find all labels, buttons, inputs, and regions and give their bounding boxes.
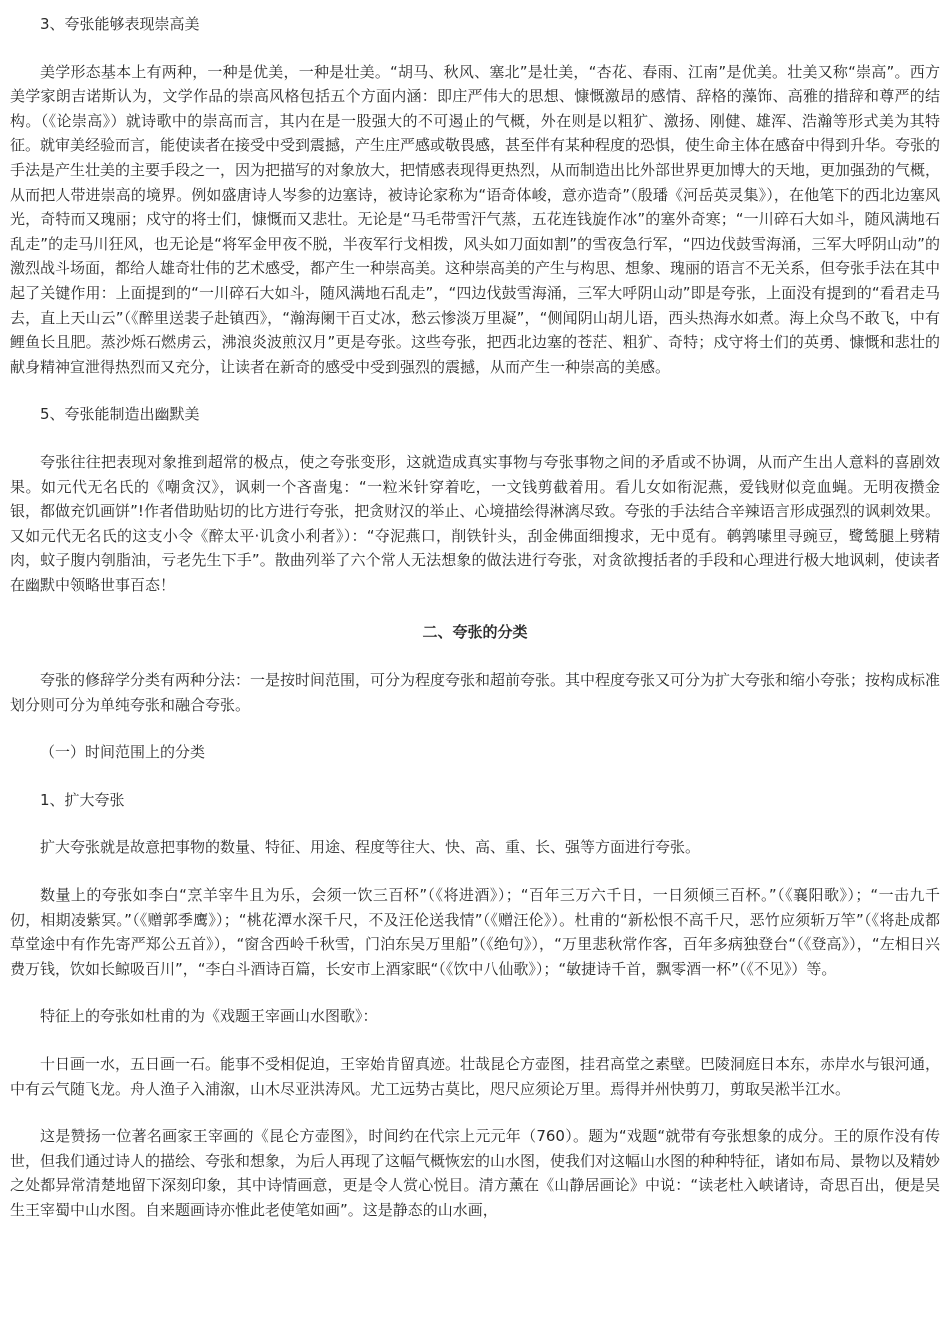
poem-paragraph: 十日画一水，五日画一石。能事不受相促迫，王宰始肯留真迹。壮哉昆仑方壶图，挂君高堂之素壁。巴陵洞庭日本东，赤岸水与银河通，中有云气随飞龙。舟人渔子入浦溆，山木尽亚洪涛风。尤工远势古莫比，咫尺应须论万里。焉得并州快剪刀，剪取吴淞半江水。 bbox=[10, 1055, 941, 1098]
section-5-heading: 5、夸张能制造出幽默美 bbox=[40, 405, 200, 424]
section-3-paragraph: 美学形态基本上有两种，一种是优美，一种是壮美。“胡马、秋风、塞北”是壮美，“杏花、春雨、江南”是优美。壮美又称“崇高”。西方美学家朗吉诺斯认为，文学作品的崇高风格包括五个方面内涵：即庄严伟大的思想、慷慨激昂的感情、辞格的藻饰、高雅的措辞和尊严的结构。（《论崇高》）就诗歌中的崇高而言，其内在是一股强大的不可遏止的气概，外在则是以粗犷、激扬、刚健、雄浑、浩瀚等形式美为其特征。就审美经验而言，能使读者在接受中受到震撼，产生庄严感或敬畏感，甚至伴有某种程度的恐惧，使生命主体在感奋中得到升华。夸张的手法是产生壮美的主要手段之一，因为把描写的对象放大，把情感表现得更热烈，从而制造出比外部世界更加博大的天地，更加强劲的气概，从而把人带进崇高的境界。例如盛唐诗人岑参的边塞诗，被诗论家称为“语奇体峻，意亦造奇”（殷璠《河岳英灵集》），在他笔下的西北边塞风光，奇特而又瑰丽；戍守的将士们，慷慨而又悲壮。无论是“马毛带雪汗气蒸，五花连钱旋作冰”的塞外奇寒；“一川碎石大如斗，随风满地石乱走”的走马川狂风，也无论是“将军金甲夜不脱，半夜军行戈相拨，风头如刀面如割”的雪夜急行军，“四边伐鼓雪海涌，三军大呼阴山动”的激烈战斗场面，都给人雄奇壮伟的艺术感受，都产生一种崇高美。这种崇高美的产生与构思、想象、瑰丽的语言不无关系，但夸张手法在其中起了关键作用：上面提到的“一川碎石大如斗，随风满地石乱走”，“四边伐鼓雪海涌，三军大呼阴山动”即是夸张，上面没有提到的“看君走马去，直上天山云”（《醉里送裴子赴镇西》，“瀚海阑干百丈冰，愁云惨淡万里凝”，“侧闻阴山胡儿语，西头热海水如煮。海上众鸟不敢飞，中有鲤鱼长且肥。蒸沙烁石燃虏云，沸浪炎波煎汉月”更是夸张。这些夸张，把西北边塞的苍茫、粗犷、奇特；戍守将士们的英勇、慷慨和悲壮的献身精神宣泄得热烈而又充分，让读者在新奇的感受中受到强烈的震撼，从而产生一种崇高的美感。 bbox=[10, 62, 941, 376]
subsection-1-heading: （一）时间范围上的分类 bbox=[40, 743, 206, 762]
part-2-paragraph: 夸张的修辞学分类有两种分法：一是按时间范围，可分为程度夸张和超前夸张。其中程度夸张又可分为扩大夸张和缩小夸张；按构成标准划分则可分为单纯夸张和融合夸张。 bbox=[10, 671, 941, 714]
subsection-1-1-heading: 1、扩大夸张 bbox=[40, 790, 125, 809]
feature-paragraph: 特征上的夸张如杜甫的为《戏题王宰画山水图歌》： bbox=[40, 1007, 378, 1026]
part-2-heading: 二、夸张的分类 bbox=[422, 623, 528, 642]
expand-paragraph: 扩大夸张就是故意把事物的数量、特征、用途、程度等往大、快、高、重、长、强等方面进行夸张。 bbox=[40, 838, 701, 857]
section-3-heading: 3、夸张能够表现崇高美 bbox=[40, 15, 200, 33]
comment-paragraph: 这是赞扬一位著名画家王宰画的《昆仑方壶图》，时间约在代宗上元元年（760）。题为“戏题“就带有夸张想象的成分。王的原作没有传世，但我们通过诗人的描绘、夸张和想象，为后人再现了这幅气概恢宏的山水图，使我们对这幅山水图的种种特征，诸如布局、景物以及精妙之处都异常清楚地留下深刻印象，其中诗情画意，更是令人赏心悦目。清方薰在《山静居画论》中说：“读老杜入峡诸诗，奇思百出，便是吴生王宰蜀中山水图。自来题画诗亦惟此老使笔如画”。这是静态的山水画， bbox=[10, 1127, 941, 1219]
section-5-paragraph: 夸张往往把表现对象推到超常的极点，使之夸张变形，这就造成真实事物与夸张事物之间的矛盾或不协调，从而产生出人意料的喜剧效果。如元代无名氏的《嘲贪汉》，讽刺一个吝啬鬼：“一粒米针穿着吃，一文钱剪截着用。看儿女如衔泥燕，爱钱财似竞血蝇。无明夜攒金银，都做充饥画饼”!作者借助贴切的比方进行夸张，把贪财汉的举止、心境描绘得淋漓尽致。夸张的手法结合辛辣语言形成强烈的讽刺效果。又如元代无名氏的这支小令《醉太平·讥贪小利者》）：“夺泥燕口，削铁针头，刮金佛面细搜求，无中觅有。鹌鹑嗉里寻豌豆，鹭鸶腿上劈精肉，蚊子腹内刳脂油，亏老先生下手”。散曲列举了六个常人无法想象的做法进行夸张，对贪欲搜括者的手段和心理进行极大地讽刺，使读者在幽默中领略世事百态！ bbox=[10, 452, 940, 594]
quantity-paragraph: 数量上的夸张如李白“烹羊宰牛且为乐，会须一饮三百杯”（《将进酒》）；“百年三万六千日，一日须倾三百杯。”（《襄阳歌》）；“一击九千仞，相期凌紫冥。”（《赠郭季鹰》）；“桃花潭水深千尺，不及汪伦送我情”（《赠汪伦》）。杜甫的“新松恨不高千尺，恶竹应须斩万竿”（《将赴成都草堂途中有作先寄严郑公五首》），“窗含西岭千秋雪，门泊东吴万里船”（《绝句》），“万里悲秋常作客，百年多病独登台“（《登高》），“左相日兴费万钱，饮如长鲸吸百川”，“李白斗酒诗百篇，长安市上酒家眠“（《饮中八仙歌》）；“敏捷诗千首，飘零酒一杯”（《不见》）等。 bbox=[10, 886, 940, 978]
